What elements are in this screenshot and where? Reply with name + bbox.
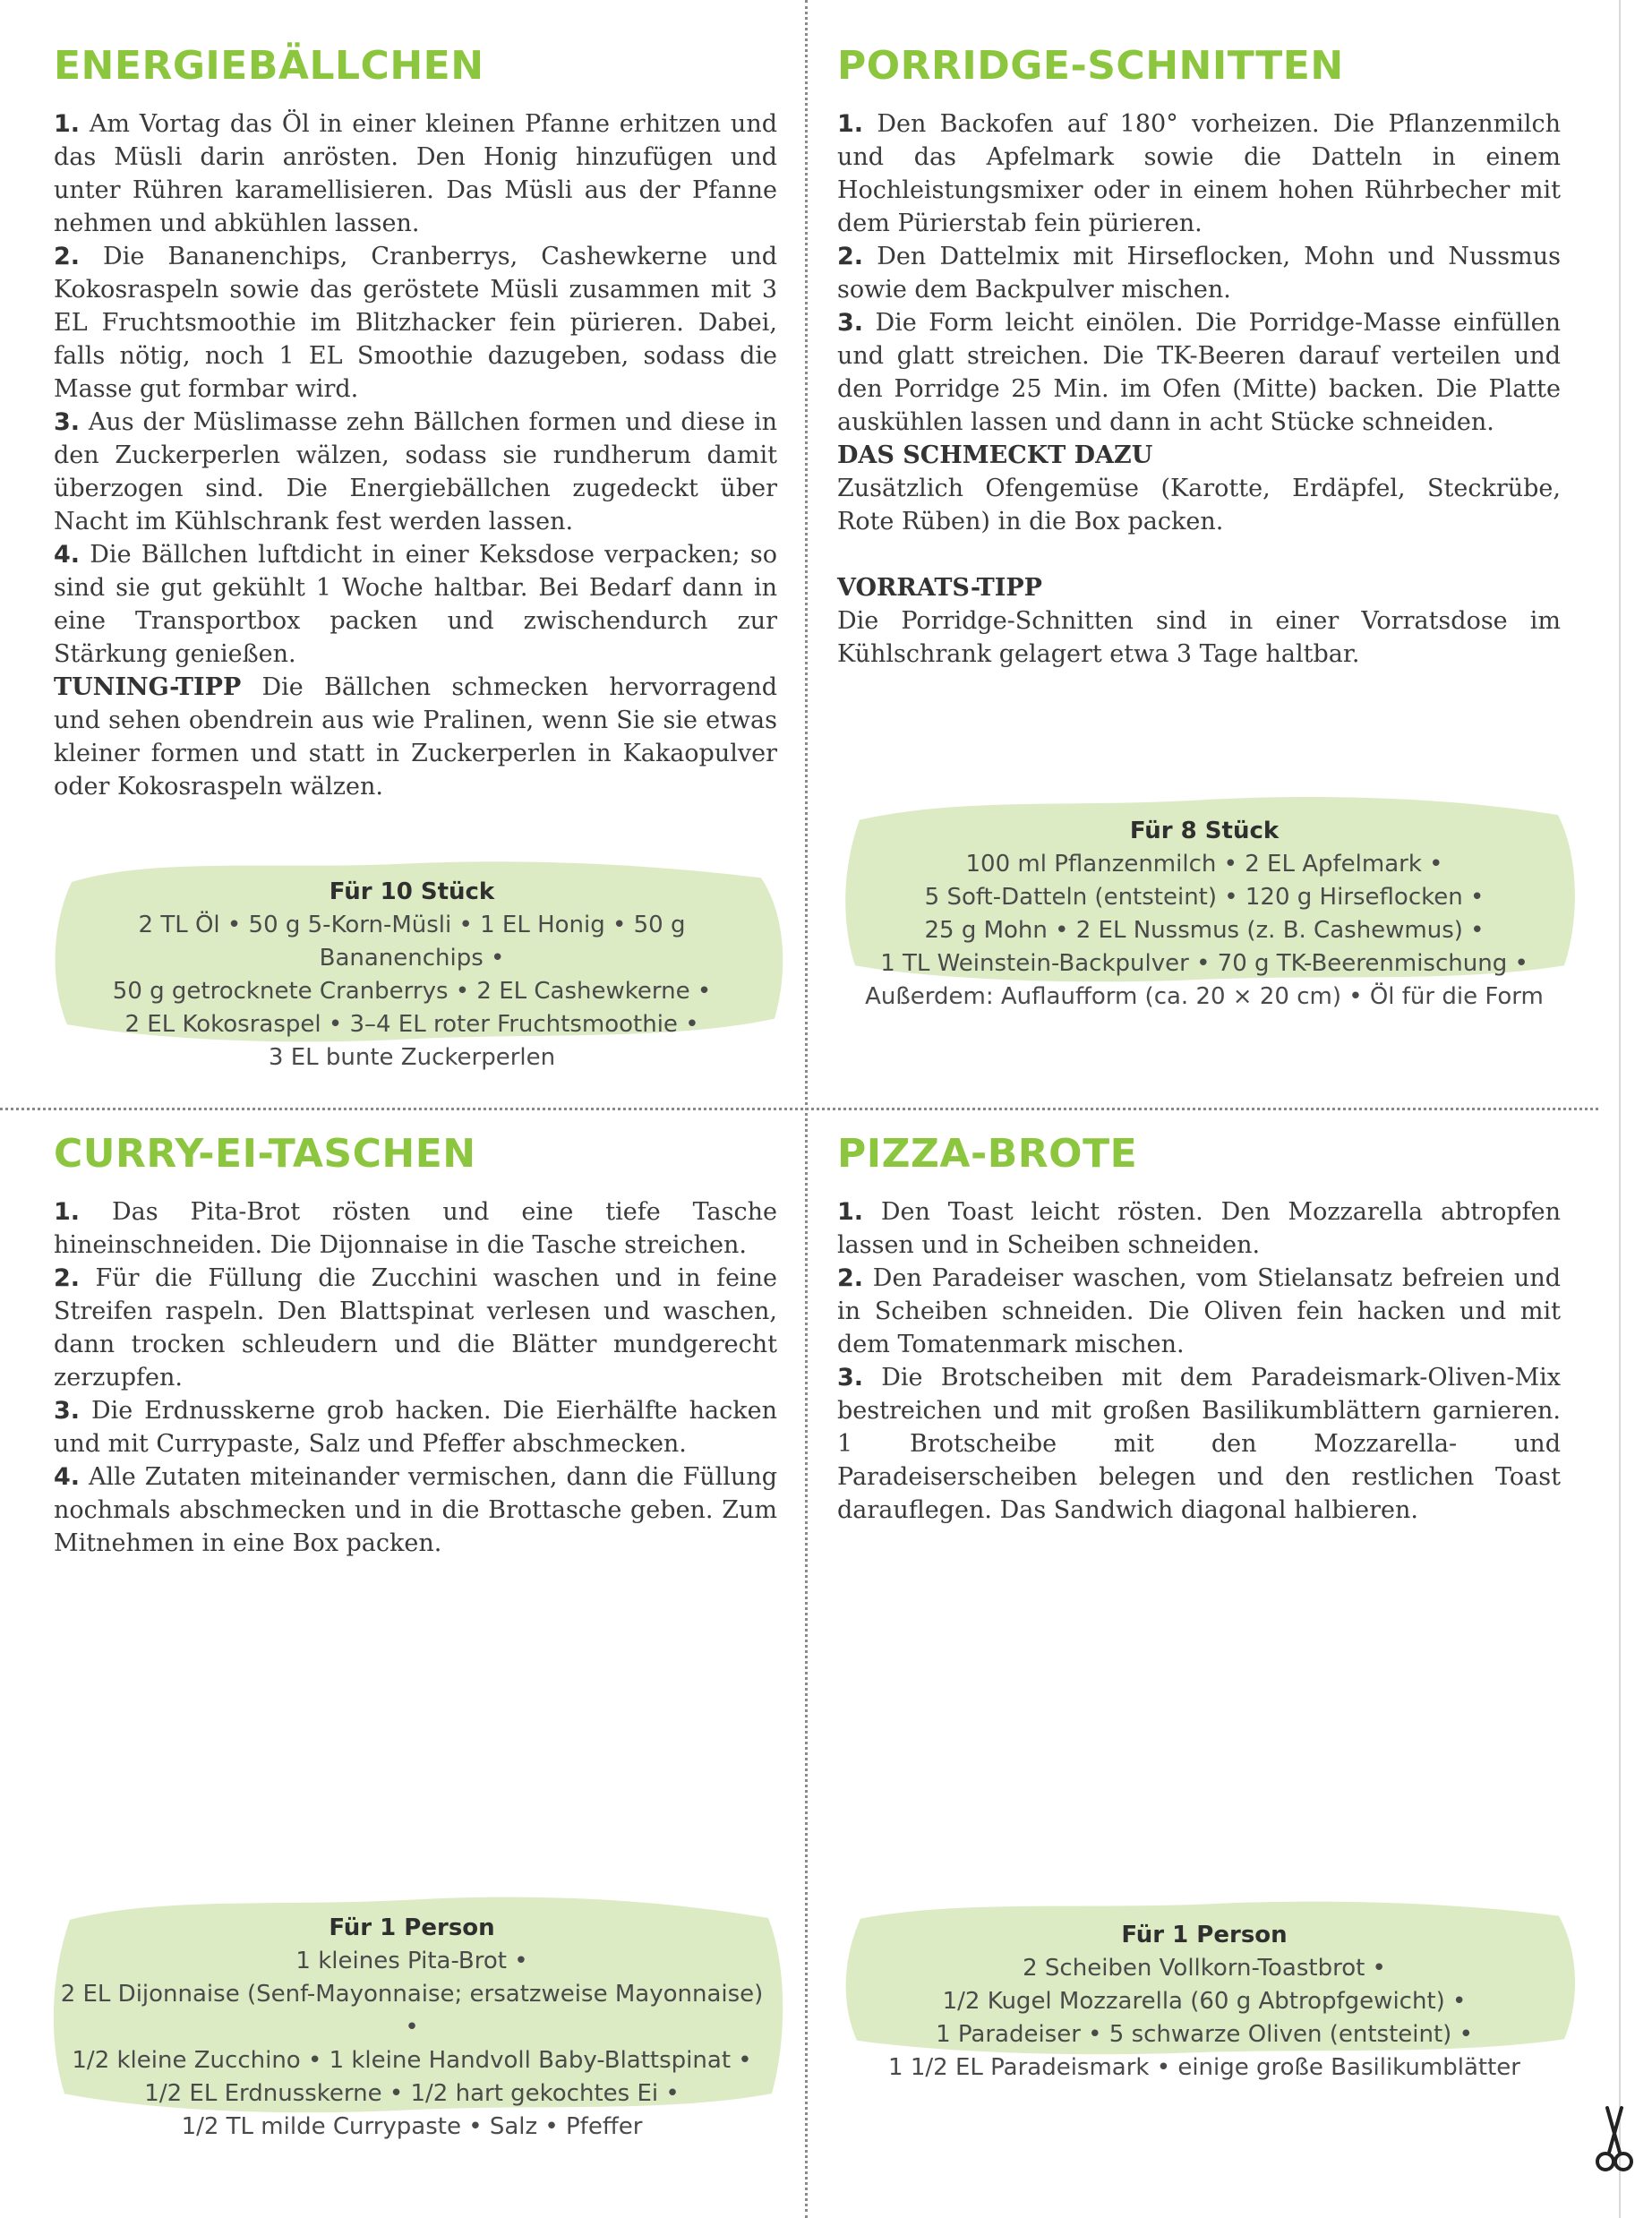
ingredient-line: 2 TL Öl • 50 g 5-Korn-Müsli • 1 EL Honig • 50 g Bananenchips • <box>138 912 686 972</box>
ingredient-line: 1 1/2 EL Paradeismark • einige große Basilikumblätter <box>888 2054 1520 2081</box>
ingredient-line: 2 EL Dijonnaise (Senf-Mayonnaise; ersatzweise Mayonnaise) • <box>60 1981 764 2041</box>
recipe-porridge-schnitten <box>837 45 1561 671</box>
storage-tip-text: Die Porridge-Schnitten sind in einer Vorratsdose im Kühlschrank gelagert etwa 3 Tage haltbar. <box>837 607 1561 669</box>
step-4: 4. Die Bällchen luftdicht in einer Keksdose verpacken; so sind sie gut gekühlt 1 Woche haltbar. Bei Bedarf dann in eine Transportbox packen und zwischendurch zur Stärkung genießen. <box>54 541 777 669</box>
recipe-title: CURRY-EI-TASCHEN <box>54 1131 476 1177</box>
recipe-steps <box>837 107 1561 671</box>
recipe-steps <box>54 107 777 803</box>
side-dish-heading: DAS SCHMECKT DAZU <box>837 441 1153 470</box>
step-3: 3. Die Erdnusskerne grob hacken. Die Eierhälfte hacken und mit Currypaste, Salz und Pfeffer abschmecken. <box>54 1397 777 1459</box>
ingredients-box-porridge <box>846 815 1562 1014</box>
step-1: 1. Den Backofen auf 180° vorheizen. Die Pflanzenmilch und das Apfelmark sowie die Datteln in einem Hochleistungsmixer oder in einem hohen Rührbecher mit dem Pürierstab fein pürieren. <box>837 110 1561 238</box>
ingredient-line: 50 g getrocknete Cranberrys • 2 EL Cashewkerne • <box>112 978 712 1005</box>
step-1: 1. Am Vortag das Öl in einer kleinen Pfanne erhitzen und das Müsli darin anrösten. Den Honig hinzufügen und unter Rühren karamellisieren. Das Müsli aus der Pfanne nehmen und abkühlen lassen. <box>54 110 777 238</box>
recipe-title: PORRIDGE-SCHNITTEN <box>837 43 1344 89</box>
recipe-title: ENERGIEBÄLLCHEN <box>54 43 484 89</box>
storage-tip-heading: VORRATS-TIPP <box>837 574 1042 603</box>
yield-label: Für 1 Person <box>329 1914 495 1941</box>
step-2: 2. Den Paradeiser waschen, vom Stielansatz befreien und in Scheiben schneiden. Die Oliven fein hacken und mit dem Tomatenmark mischen. <box>837 1264 1561 1359</box>
ingredient-line: 100 ml Pflanzenmilch • 2 EL Apfelmark • <box>965 851 1443 878</box>
ingredient-line: 1 TL Weinstein-Backpulver • 70 g TK-Beerenmischung • <box>880 950 1528 977</box>
step-3: 3. Die Form leicht einölen. Die Porridge-Masse einfüllen und glatt streichen. Die TK-Beeren darauf verteilen und den Porridge 25 Min. im Ofen (Mitte) backen. Die Platte auskühlen lassen und dann in acht Stücke schneiden. <box>837 309 1561 437</box>
ingredient-line: 3 EL bunte Zuckerperlen <box>268 1044 556 1071</box>
yield-label: Für 8 Stück <box>1129 818 1280 844</box>
yield-label: Für 10 Stück <box>329 878 495 905</box>
step-4: 4. Alle Zutaten miteinander vermischen, dann die Füllung nochmals abschmecken und in die Brottasche geben. Zum Mitnehmen in eine Box packen. <box>54 1463 777 1558</box>
step-2: 2. Den Dattelmix mit Hirseflocken, Mohn und Nussmus sowie dem Backpulver mischen. <box>837 243 1561 304</box>
tuning-tip: TUNING-TIPP Die Bällchen schmecken hervorragend und sehen obendrein aus wie Pralinen, wenn Sie sie etwas kleiner formen und statt in Zuckerperlen in Kakaopulver oder Kokosraspeln wälzen. <box>54 673 777 801</box>
ingredient-line: 1/2 TL milde Currypaste • Salz • Pfeffer <box>181 2113 643 2140</box>
step-2: 2. Die Bananenchips, Cranberrys, Cashewkerne und Kokosraspeln sowie das geröstete Müsli zusammen mit 3 EL Fruchtsmoothie im Blitzhacker fein pürieren. Dabei, falls nötig, noch 1 EL Smoothie dazugeben, sodass die Masse gut formbar wird. <box>54 243 777 404</box>
step-1: 1. Den Toast leicht rösten. Den Mozzarella abtropfen lassen und in Scheiben schneiden. <box>837 1198 1561 1260</box>
recipe-curry-ei-taschen <box>54 1133 777 1560</box>
ingredient-line: 1 Paradeiser • 5 schwarze Oliven (entsteint) • <box>936 2021 1473 2048</box>
page-edge-line <box>1619 0 1621 2218</box>
recipe-pizza-brote <box>837 1133 1561 1527</box>
ingredient-line: 1 kleines Pita-Brot • <box>295 1948 528 1974</box>
ingredient-line: 2 Scheiben Vollkorn-Toastbrot • <box>1023 1955 1386 1982</box>
recipe-steps <box>837 1195 1561 1527</box>
ingredient-line: 1/2 kleine Zucchino • 1 kleine Handvoll Baby-Blattspinat • <box>72 2047 752 2074</box>
ingredient-line: Außerdem: Auflaufform (ca. 20 × 20 cm) • Öl für die Form <box>865 983 1544 1010</box>
ingredients-box-pizza <box>846 1919 1562 2085</box>
recipe-energieballchen <box>54 45 777 803</box>
step-3: 3. Die Brotscheiben mit dem Paradeismark-Oliven-Mix bestreichen und mit großen Basilikumblättern garnieren. 1 Brotscheibe mit den Mozzarella- und Paradeiserscheiben belegen und den restlichen Toast darauflegen. Das Sandwich diagonal halbieren. <box>837 1364 1561 1525</box>
ingredient-line: 2 EL Kokosraspel • 3–4 EL roter Fruchtsmoothie • <box>124 1011 699 1038</box>
step-3: 3. Aus der Müslimasse zehn Bällchen formen und diese in den Zuckerperlen wälzen, sodass sie rundherum damit überzogen sind. Die Energiebällchen zugedeckt über Nacht im Kühlschrank fest werden lassen. <box>54 408 777 536</box>
side-dish-text: Zusätzlich Ofengemüse (Karotte, Erdäpfel, Steckrübe, Rote Rüben) in die Box packen. <box>837 475 1561 536</box>
ingredients-box-curry <box>54 1912 770 2144</box>
ingredient-line: 25 g Mohn • 2 EL Nussmus (z. B. Cashewmus) • <box>924 917 1485 944</box>
yield-label: Für 1 Person <box>1121 1922 1288 1948</box>
ingredient-line: 1/2 Kugel Mozzarella (60 g Abtropfgewicht) • <box>942 1988 1467 2015</box>
step-1: 1. Das Pita-Brot rösten und eine tiefe Tasche hineinschneiden. Die Dijonnaise in die Tasche streichen. <box>54 1198 777 1260</box>
horizontal-cut-line <box>0 1108 1598 1110</box>
step-2: 2. Für die Füllung die Zucchini waschen und in feine Streifen raspeln. Den Blattspinat verlesen und waschen, dann trocken schleudern und die Blätter mundgerecht zerzupfen. <box>54 1264 777 1392</box>
ingredient-line: 1/2 EL Erdnusskerne • 1/2 hart gekochtes Ei • <box>144 2080 680 2107</box>
recipe-steps <box>54 1195 777 1560</box>
recipe-title: PIZZA-BROTE <box>837 1131 1138 1177</box>
scissors-icon <box>1588 2104 1641 2176</box>
ingredient-line: 5 Soft-Datteln (entsteint) • 120 g Hirseflocken • <box>924 884 1485 911</box>
ingredients-box-energieballchen <box>54 876 770 1075</box>
